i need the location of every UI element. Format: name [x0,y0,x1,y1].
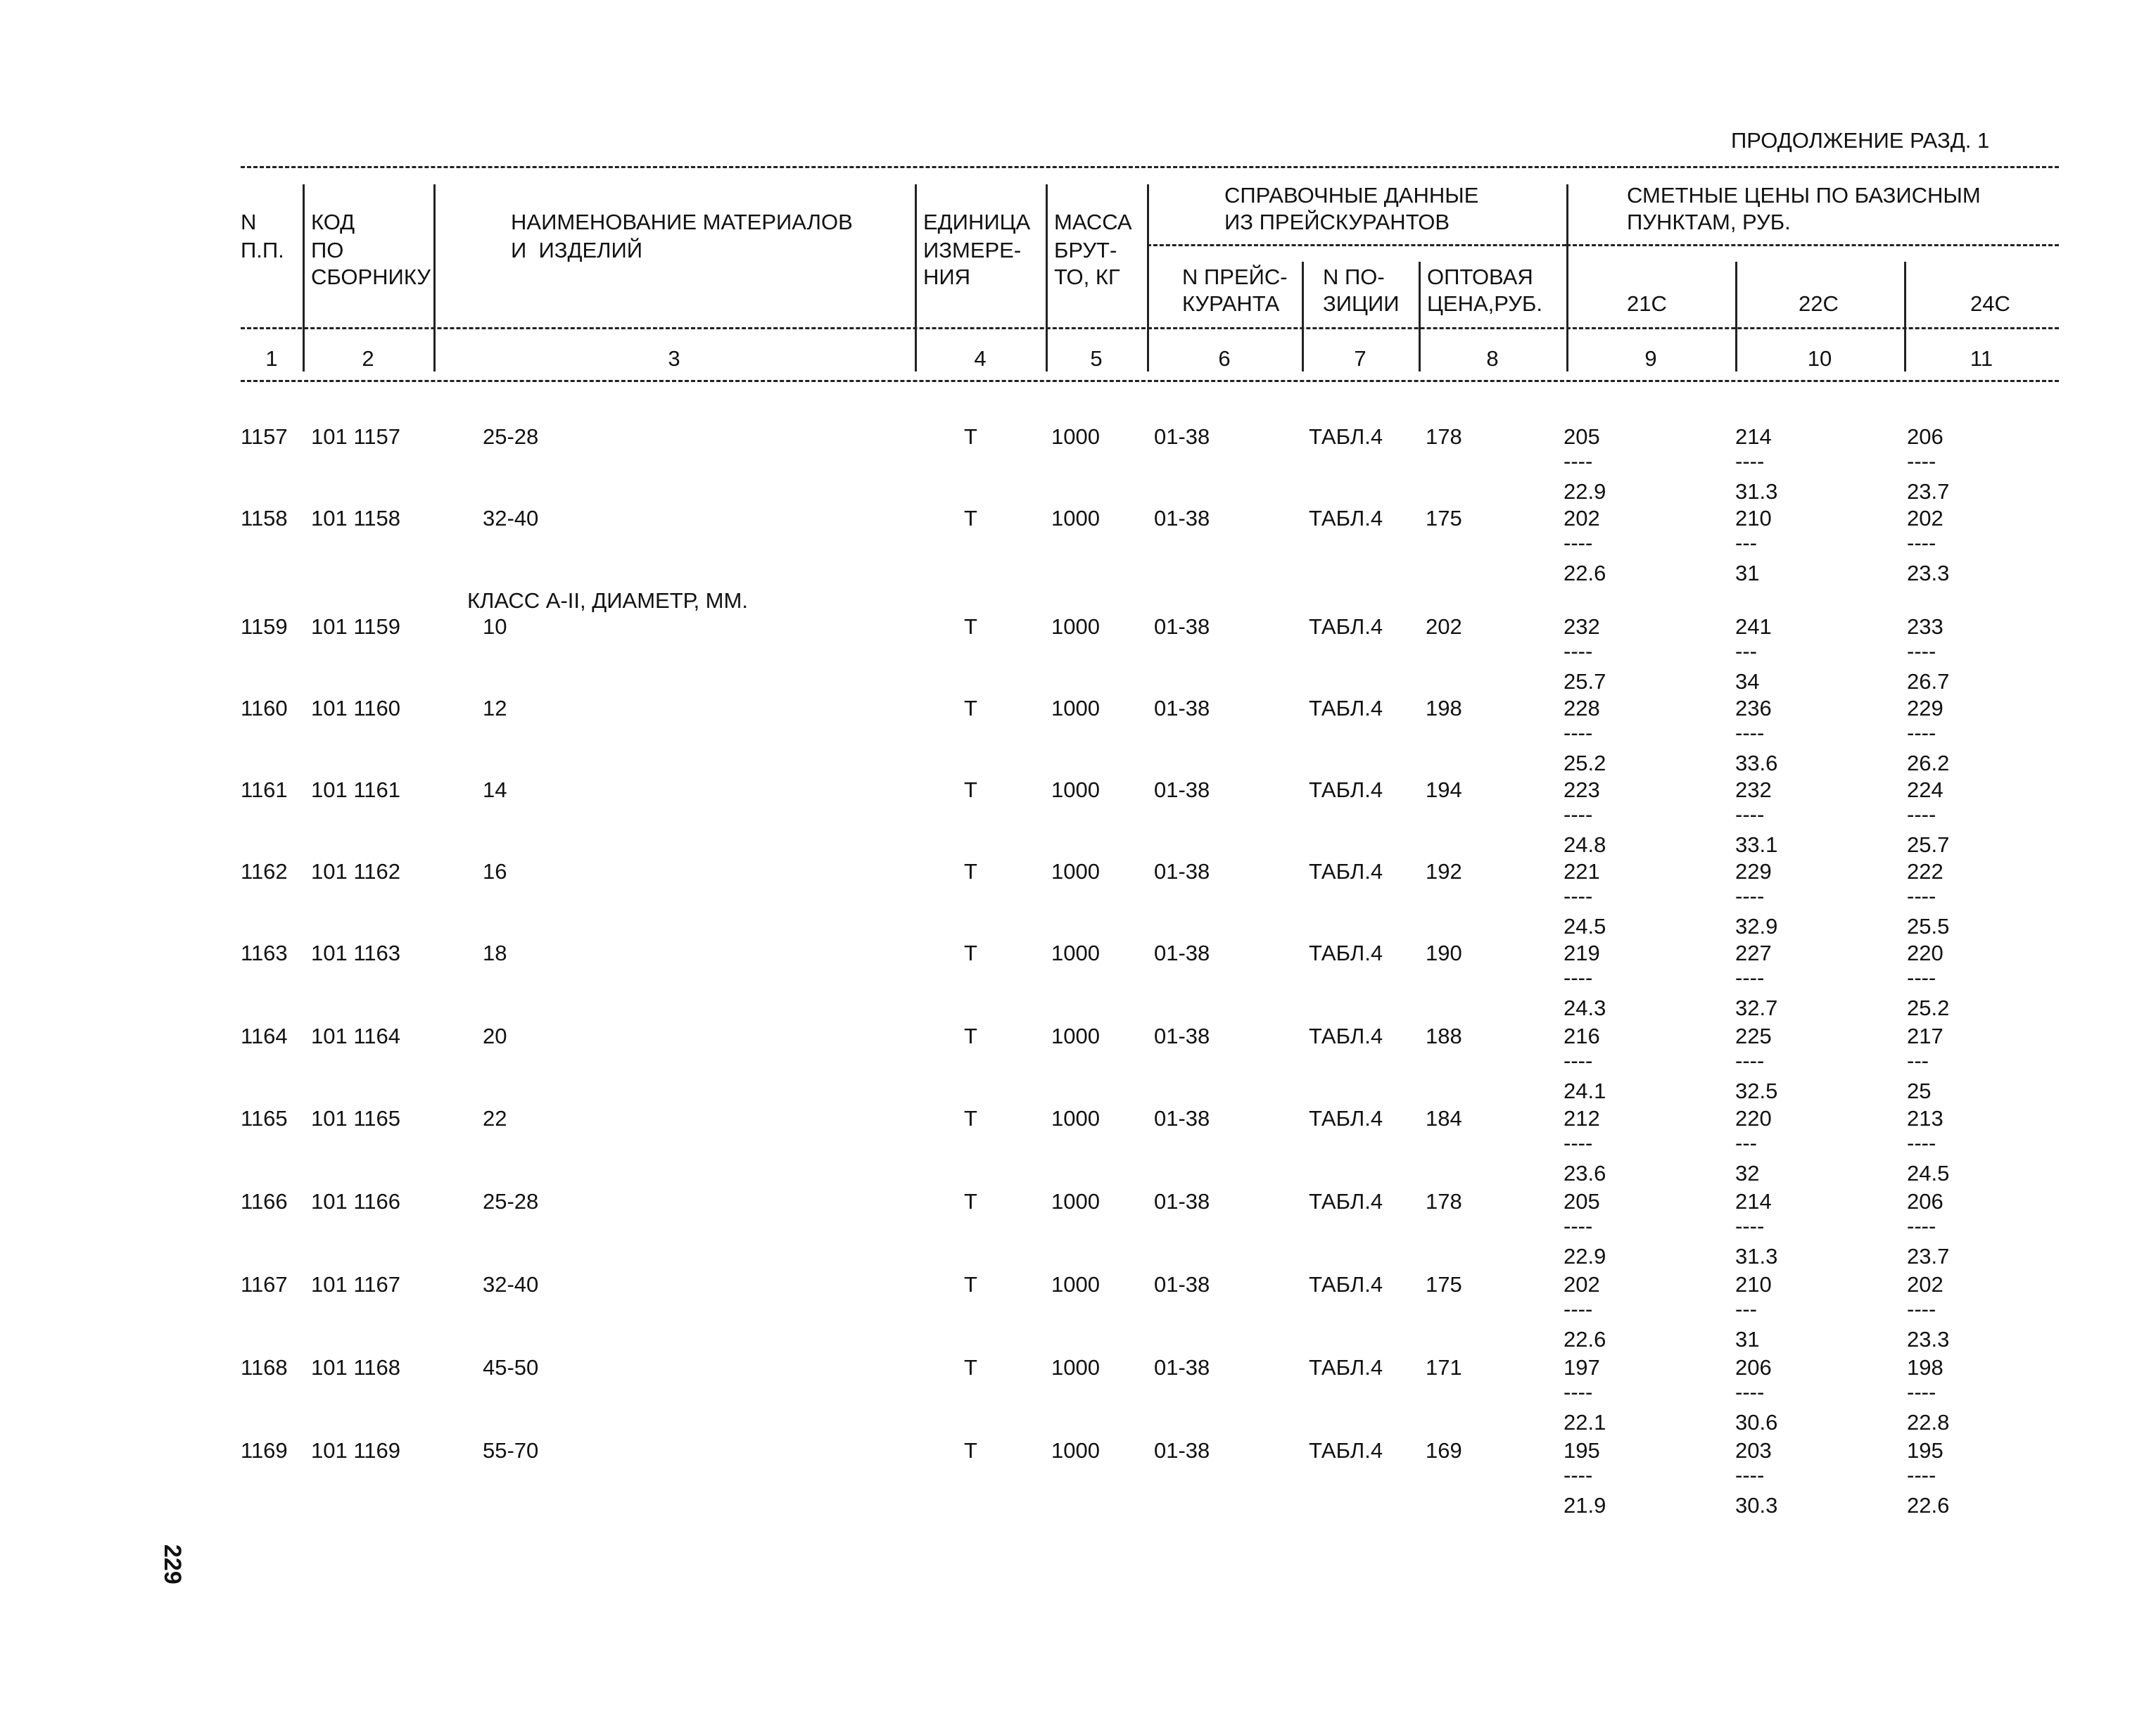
row-name: 55-70 [483,1438,539,1463]
row-21c-price: 223 [1564,777,1600,802]
row-pricelist: 01-38 [1154,1024,1210,1048]
row-24c-subvalue: 25.7 [1907,832,1950,857]
row-position: ТАБЛ.4 [1309,506,1383,531]
row-21c-divider: ---- [1564,1297,1593,1321]
row-position: ТАБЛ.4 [1309,1272,1383,1297]
row-pricelist: 01-38 [1154,614,1210,639]
row-mass: 1000 [1051,506,1100,531]
row-unit: Т [964,1024,977,1048]
row-unit: Т [964,424,977,449]
row-24c-divider: ---- [1907,1380,1936,1404]
row-22c-subvalue: 32 [1735,1161,1760,1186]
col-number: 9 [1644,346,1657,371]
row-pricelist: 01-38 [1154,1272,1210,1297]
row-22c-price: 210 [1735,506,1772,531]
row-number: 1157 [241,424,288,449]
row-name: 32-40 [483,506,539,531]
row-pricelist: 01-38 [1154,777,1210,802]
col7-header-line1: N ПО- [1323,265,1385,289]
col-divider [433,184,436,371]
row-22c-divider: ---- [1735,802,1765,827]
row-24c-divider: ---- [1907,884,1936,908]
col8-header-line2: ЦЕНА,РУБ. [1427,291,1542,316]
row-24c-divider: ---- [1907,720,1936,745]
row-24c-subvalue: 25 [1907,1079,1932,1103]
row-21c-price: 228 [1564,696,1600,720]
row-21c-price: 232 [1564,614,1600,639]
col-divider [303,184,305,371]
row-21c-divider: ---- [1564,1131,1593,1155]
row-21c-divider: ---- [1564,1048,1593,1073]
col-divider [915,184,917,371]
row-number: 1167 [241,1272,288,1297]
row-code: 101 1157 [311,424,400,449]
row-22c-price: 236 [1735,696,1772,720]
row-24c-subvalue: 26.2 [1907,751,1950,775]
row-24c-price: 202 [1907,1272,1943,1297]
row-name: 16 [483,859,507,884]
row-24c-price: 222 [1907,859,1943,884]
col-divider [1566,184,1568,371]
row-24c-price: 217 [1907,1024,1943,1048]
row-mass: 1000 [1051,859,1100,884]
row-22c-subvalue: 32.5 [1735,1079,1778,1103]
row-22c-divider: --- [1735,1297,1757,1321]
row-22c-divider: ---- [1735,884,1765,908]
row-21c-price: 197 [1564,1355,1600,1380]
header-bottom-rule [241,327,2059,329]
row-name: 22 [483,1106,507,1131]
col10-header: 22С [1799,291,1839,316]
row-22c-subvalue: 31.3 [1735,479,1778,504]
row-position: ТАБЛ.4 [1309,1024,1383,1048]
row-name: 32-40 [483,1272,539,1297]
row-22c-price: 229 [1735,859,1772,884]
row-21c-divider: ---- [1564,1380,1593,1404]
row-22c-divider: ---- [1735,449,1765,474]
row-unit: Т [964,506,977,531]
row-number: 1163 [241,941,288,965]
row-24c-price: 220 [1907,941,1943,965]
row-22c-subvalue: 31 [1735,561,1760,585]
row-22c-price: 225 [1735,1024,1772,1048]
row-24c-divider: --- [1907,1048,1929,1073]
col-divider [1046,184,1048,371]
row-wholesale-price: 184 [1426,1106,1462,1131]
row-position: ТАБЛ.4 [1309,1189,1383,1214]
row-21c-divider: ---- [1564,449,1593,474]
row-number: 1158 [241,506,288,531]
row-position: ТАБЛ.4 [1309,777,1383,802]
row-24c-divider: ---- [1907,1463,1936,1487]
col4-header-line1: ЕДИНИЦА [923,210,1031,234]
row-number: 1161 [241,777,288,802]
row-21c-subvalue: 25.7 [1564,669,1606,694]
row-pricelist: 01-38 [1154,941,1210,965]
col5-header-line2: БРУТ- [1054,238,1117,262]
row-code: 101 1167 [311,1272,400,1297]
row-unit: Т [964,941,977,965]
row-pricelist: 01-38 [1154,1189,1210,1214]
row-22c-subvalue: 30.6 [1735,1410,1778,1435]
ref-group-rule [1147,244,1566,246]
row-code: 101 1164 [311,1024,400,1048]
row-mass: 1000 [1051,777,1100,802]
row-22c-price: 210 [1735,1272,1772,1297]
row-pricelist: 01-38 [1154,1106,1210,1131]
section-caption: ПРОДОЛЖЕНИЕ РАЗД. 1 [1731,128,1990,153]
row-unit: Т [964,859,977,884]
col-number: 11 [1970,346,1993,371]
col2-header-line1: КОД [311,210,355,234]
col-number: 3 [668,346,680,371]
row-number: 1168 [241,1355,288,1380]
row-22c-divider: ---- [1735,1048,1765,1073]
col4-header-line2: ИЗМЕРЕ- [923,238,1022,262]
row-24c-subvalue: 25.2 [1907,996,1950,1020]
row-24c-divider: ---- [1907,1214,1936,1238]
col7-header-line2: ЗИЦИИ [1323,291,1400,316]
row-mass: 1000 [1051,614,1100,639]
row-mass: 1000 [1051,696,1100,720]
row-pricelist: 01-38 [1154,1355,1210,1380]
row-code: 101 1166 [311,1189,400,1214]
subheading-class: КЛАСС А-II, ДИАМЕТР, ММ. [467,588,748,613]
row-position: ТАБЛ.4 [1309,1438,1383,1463]
row-code: 101 1161 [311,777,400,802]
row-24c-subvalue: 25.5 [1907,914,1950,939]
row-21c-price: 205 [1564,1189,1600,1214]
row-21c-subvalue: 24.1 [1564,1079,1606,1103]
row-wholesale-price: 175 [1426,1272,1462,1297]
col-divider [1147,184,1149,371]
row-24c-divider: ---- [1907,449,1936,474]
price-group-header-line2: ПУНКТАМ, РУБ. [1627,210,1791,234]
row-24c-divider: ---- [1907,802,1936,827]
row-position: ТАБЛ.4 [1309,1355,1383,1380]
row-21c-subvalue: 22.9 [1564,479,1606,504]
row-24c-price: 233 [1907,614,1943,639]
col9-header: 21С [1627,291,1667,316]
col-number: 5 [1090,346,1103,371]
row-21c-price: 219 [1564,941,1600,965]
row-pricelist: 01-38 [1154,696,1210,720]
row-24c-subvalue: 23.7 [1907,1244,1950,1269]
row-22c-subvalue: 31 [1735,1327,1760,1352]
row-wholesale-price: 198 [1426,696,1462,720]
row-mass: 1000 [1051,1272,1100,1297]
row-22c-subvalue: 32.7 [1735,996,1778,1020]
row-code: 101 1165 [311,1106,400,1131]
row-22c-divider: --- [1735,1131,1757,1155]
row-24c-price: 198 [1907,1355,1943,1380]
row-21c-price: 212 [1564,1106,1600,1131]
row-code: 101 1158 [311,506,400,531]
row-position: ТАБЛ.4 [1309,614,1383,639]
row-22c-divider: ---- [1735,1380,1765,1404]
row-21c-divider: ---- [1564,965,1593,990]
row-21c-divider: ---- [1564,639,1593,663]
col-number: 7 [1354,346,1366,371]
col6-header-line1: N ПРЕЙС- [1182,265,1288,289]
row-24c-subvalue: 23.3 [1907,561,1950,585]
row-22c-subvalue: 31.3 [1735,1244,1778,1269]
page-number: 229 [159,1544,186,1584]
table-top-rule [241,166,2059,168]
row-code: 101 1168 [311,1355,400,1380]
row-position: ТАБЛ.4 [1309,696,1383,720]
row-wholesale-price: 169 [1426,1438,1462,1463]
row-code: 101 1162 [311,859,400,884]
col-number: 10 [1807,346,1832,371]
row-number: 1160 [241,696,288,720]
row-number: 1162 [241,859,288,884]
ref-group-header-line2: ИЗ ПРЕЙСКУРАНТОВ [1224,210,1450,234]
row-21c-price: 216 [1564,1024,1600,1048]
row-22c-divider: ---- [1735,1214,1765,1238]
row-24c-price: 195 [1907,1438,1943,1463]
price-group-header-line1: СМЕТНЫЕ ЦЕНЫ ПО БАЗИСНЫМ [1627,183,1981,208]
row-name: 12 [483,696,507,720]
row-22c-subvalue: 34 [1735,669,1760,694]
row-21c-subvalue: 22.6 [1564,1327,1606,1352]
row-21c-subvalue: 24.3 [1564,996,1606,1020]
ref-group-header-line1: СПРАВОЧНЫЕ ДАННЫЕ [1224,183,1479,208]
row-wholesale-price: 175 [1426,506,1462,531]
row-name: 45-50 [483,1355,539,1380]
col-number: 8 [1486,346,1499,371]
row-21c-subvalue: 22.6 [1564,561,1606,585]
row-21c-subvalue: 22.1 [1564,1410,1606,1435]
row-22c-price: 206 [1735,1355,1772,1380]
row-24c-divider: ---- [1907,1297,1936,1321]
row-24c-price: 213 [1907,1106,1943,1131]
row-21c-divider: ---- [1564,531,1593,555]
row-number: 1159 [241,614,288,639]
row-22c-price: 203 [1735,1438,1772,1463]
row-mass: 1000 [1051,424,1100,449]
row-pricelist: 01-38 [1154,424,1210,449]
row-mass: 1000 [1051,1438,1100,1463]
row-name: 10 [483,614,507,639]
row-name: 25-28 [483,424,539,449]
row-code: 101 1159 [311,614,400,639]
col-number: 2 [362,346,374,371]
row-mass: 1000 [1051,1189,1100,1214]
row-code: 101 1160 [311,696,400,720]
row-22c-divider: ---- [1735,965,1765,990]
col6-header-line2: КУРАНТА [1182,291,1280,316]
row-21c-divider: ---- [1564,1463,1593,1487]
row-21c-divider: ---- [1564,1214,1593,1238]
row-21c-subvalue: 24.8 [1564,832,1606,857]
row-21c-divider: ---- [1564,884,1593,908]
row-24c-subvalue: 23.7 [1907,479,1950,504]
row-unit: Т [964,777,977,802]
row-22c-price: 214 [1735,424,1772,449]
col2-header-line2: ПО [311,238,344,262]
row-21c-price: 221 [1564,859,1600,884]
row-mass: 1000 [1051,1024,1100,1048]
row-position: ТАБЛ.4 [1309,424,1383,449]
row-pricelist: 01-38 [1154,506,1210,531]
col3-header-line2: И ИЗДЕЛИЙ [511,238,643,262]
row-unit: Т [964,1355,977,1380]
row-unit: Т [964,1438,977,1463]
row-21c-divider: ---- [1564,802,1593,827]
row-24c-subvalue: 24.5 [1907,1161,1950,1186]
row-21c-divider: ---- [1564,720,1593,745]
row-24c-price: 229 [1907,696,1943,720]
row-24c-subvalue: 22.8 [1907,1410,1950,1435]
row-position: ТАБЛ.4 [1309,1106,1383,1131]
row-24c-price: 202 [1907,506,1943,531]
row-number: 1166 [241,1189,288,1214]
row-22c-divider: ---- [1735,1463,1765,1487]
row-wholesale-price: 178 [1426,424,1462,449]
row-22c-price: 227 [1735,941,1772,965]
row-mass: 1000 [1051,1106,1100,1131]
col3-header-line1: НАИМЕНОВАНИЕ МАТЕРИАЛОВ [511,210,853,234]
col5-header-line3: ТО, КГ [1054,265,1120,289]
row-22c-price: 214 [1735,1189,1772,1214]
row-position: ТАБЛ.4 [1309,941,1383,965]
row-number: 1165 [241,1106,288,1131]
row-21c-subvalue: 25.2 [1564,751,1606,775]
row-21c-subvalue: 22.9 [1564,1244,1606,1269]
col8-header-line1: ОПТОВАЯ [1427,265,1533,289]
row-21c-subvalue: 21.9 [1564,1493,1606,1518]
col4-header-line3: НИЯ [923,265,971,289]
row-pricelist: 01-38 [1154,1438,1210,1463]
row-pricelist: 01-38 [1154,859,1210,884]
row-24c-divider: ---- [1907,531,1936,555]
row-21c-price: 202 [1564,506,1600,531]
row-22c-subvalue: 33.6 [1735,751,1778,775]
row-number: 1164 [241,1024,288,1048]
row-wholesale-price: 188 [1426,1024,1462,1048]
row-mass: 1000 [1051,1355,1100,1380]
row-22c-price: 232 [1735,777,1772,802]
col11-header: 24С [1970,291,2010,316]
row-name: 20 [483,1024,507,1048]
col1-header-line2: П.П. [241,238,284,262]
row-wholesale-price: 178 [1426,1189,1462,1214]
row-name: 14 [483,777,507,802]
row-unit: Т [964,614,977,639]
row-name: 18 [483,941,507,965]
row-22c-subvalue: 30.3 [1735,1493,1778,1518]
price-group-rule [1566,244,2059,246]
row-21c-price: 205 [1564,424,1600,449]
row-unit: Т [964,1189,977,1214]
row-code: 101 1163 [311,941,400,965]
row-24c-subvalue: 22.6 [1907,1493,1950,1518]
row-24c-divider: ---- [1907,965,1936,990]
row-21c-price: 202 [1564,1272,1600,1297]
row-wholesale-price: 194 [1426,777,1462,802]
row-21c-subvalue: 23.6 [1564,1161,1606,1186]
row-22c-subvalue: 32.9 [1735,914,1778,939]
row-21c-subvalue: 24.5 [1564,914,1606,939]
col-number: 1 [265,346,278,371]
row-24c-price: 206 [1907,424,1943,449]
row-unit: Т [964,696,977,720]
col2-header-line3: СБОРНИКУ [311,265,431,289]
row-number: 1169 [241,1438,288,1463]
row-24c-subvalue: 23.3 [1907,1327,1950,1352]
row-wholesale-price: 192 [1426,859,1462,884]
row-24c-subvalue: 26.7 [1907,669,1950,694]
row-22c-price: 220 [1735,1106,1772,1131]
row-24c-price: 224 [1907,777,1943,802]
row-wholesale-price: 202 [1426,614,1462,639]
row-22c-price: 241 [1735,614,1772,639]
col1-header-line1: N [241,210,257,234]
col5-header-line1: МАССА [1054,210,1132,234]
column-number-rule [241,380,2059,382]
row-22c-divider: --- [1735,531,1757,555]
row-mass: 1000 [1051,941,1100,965]
row-21c-price: 195 [1564,1438,1600,1463]
col-number: 4 [974,346,987,371]
row-unit: Т [964,1106,977,1131]
row-22c-divider: --- [1735,639,1757,663]
row-position: ТАБЛ.4 [1309,859,1383,884]
row-unit: Т [964,1272,977,1297]
row-wholesale-price: 171 [1426,1355,1462,1380]
row-name: 25-28 [483,1189,539,1214]
row-24c-price: 206 [1907,1189,1943,1214]
row-code: 101 1169 [311,1438,400,1463]
row-24c-divider: ---- [1907,639,1936,663]
col-number: 6 [1218,346,1231,371]
row-wholesale-price: 190 [1426,941,1462,965]
row-22c-divider: ---- [1735,720,1765,745]
row-24c-divider: ---- [1907,1131,1936,1155]
row-22c-subvalue: 33.1 [1735,832,1778,857]
